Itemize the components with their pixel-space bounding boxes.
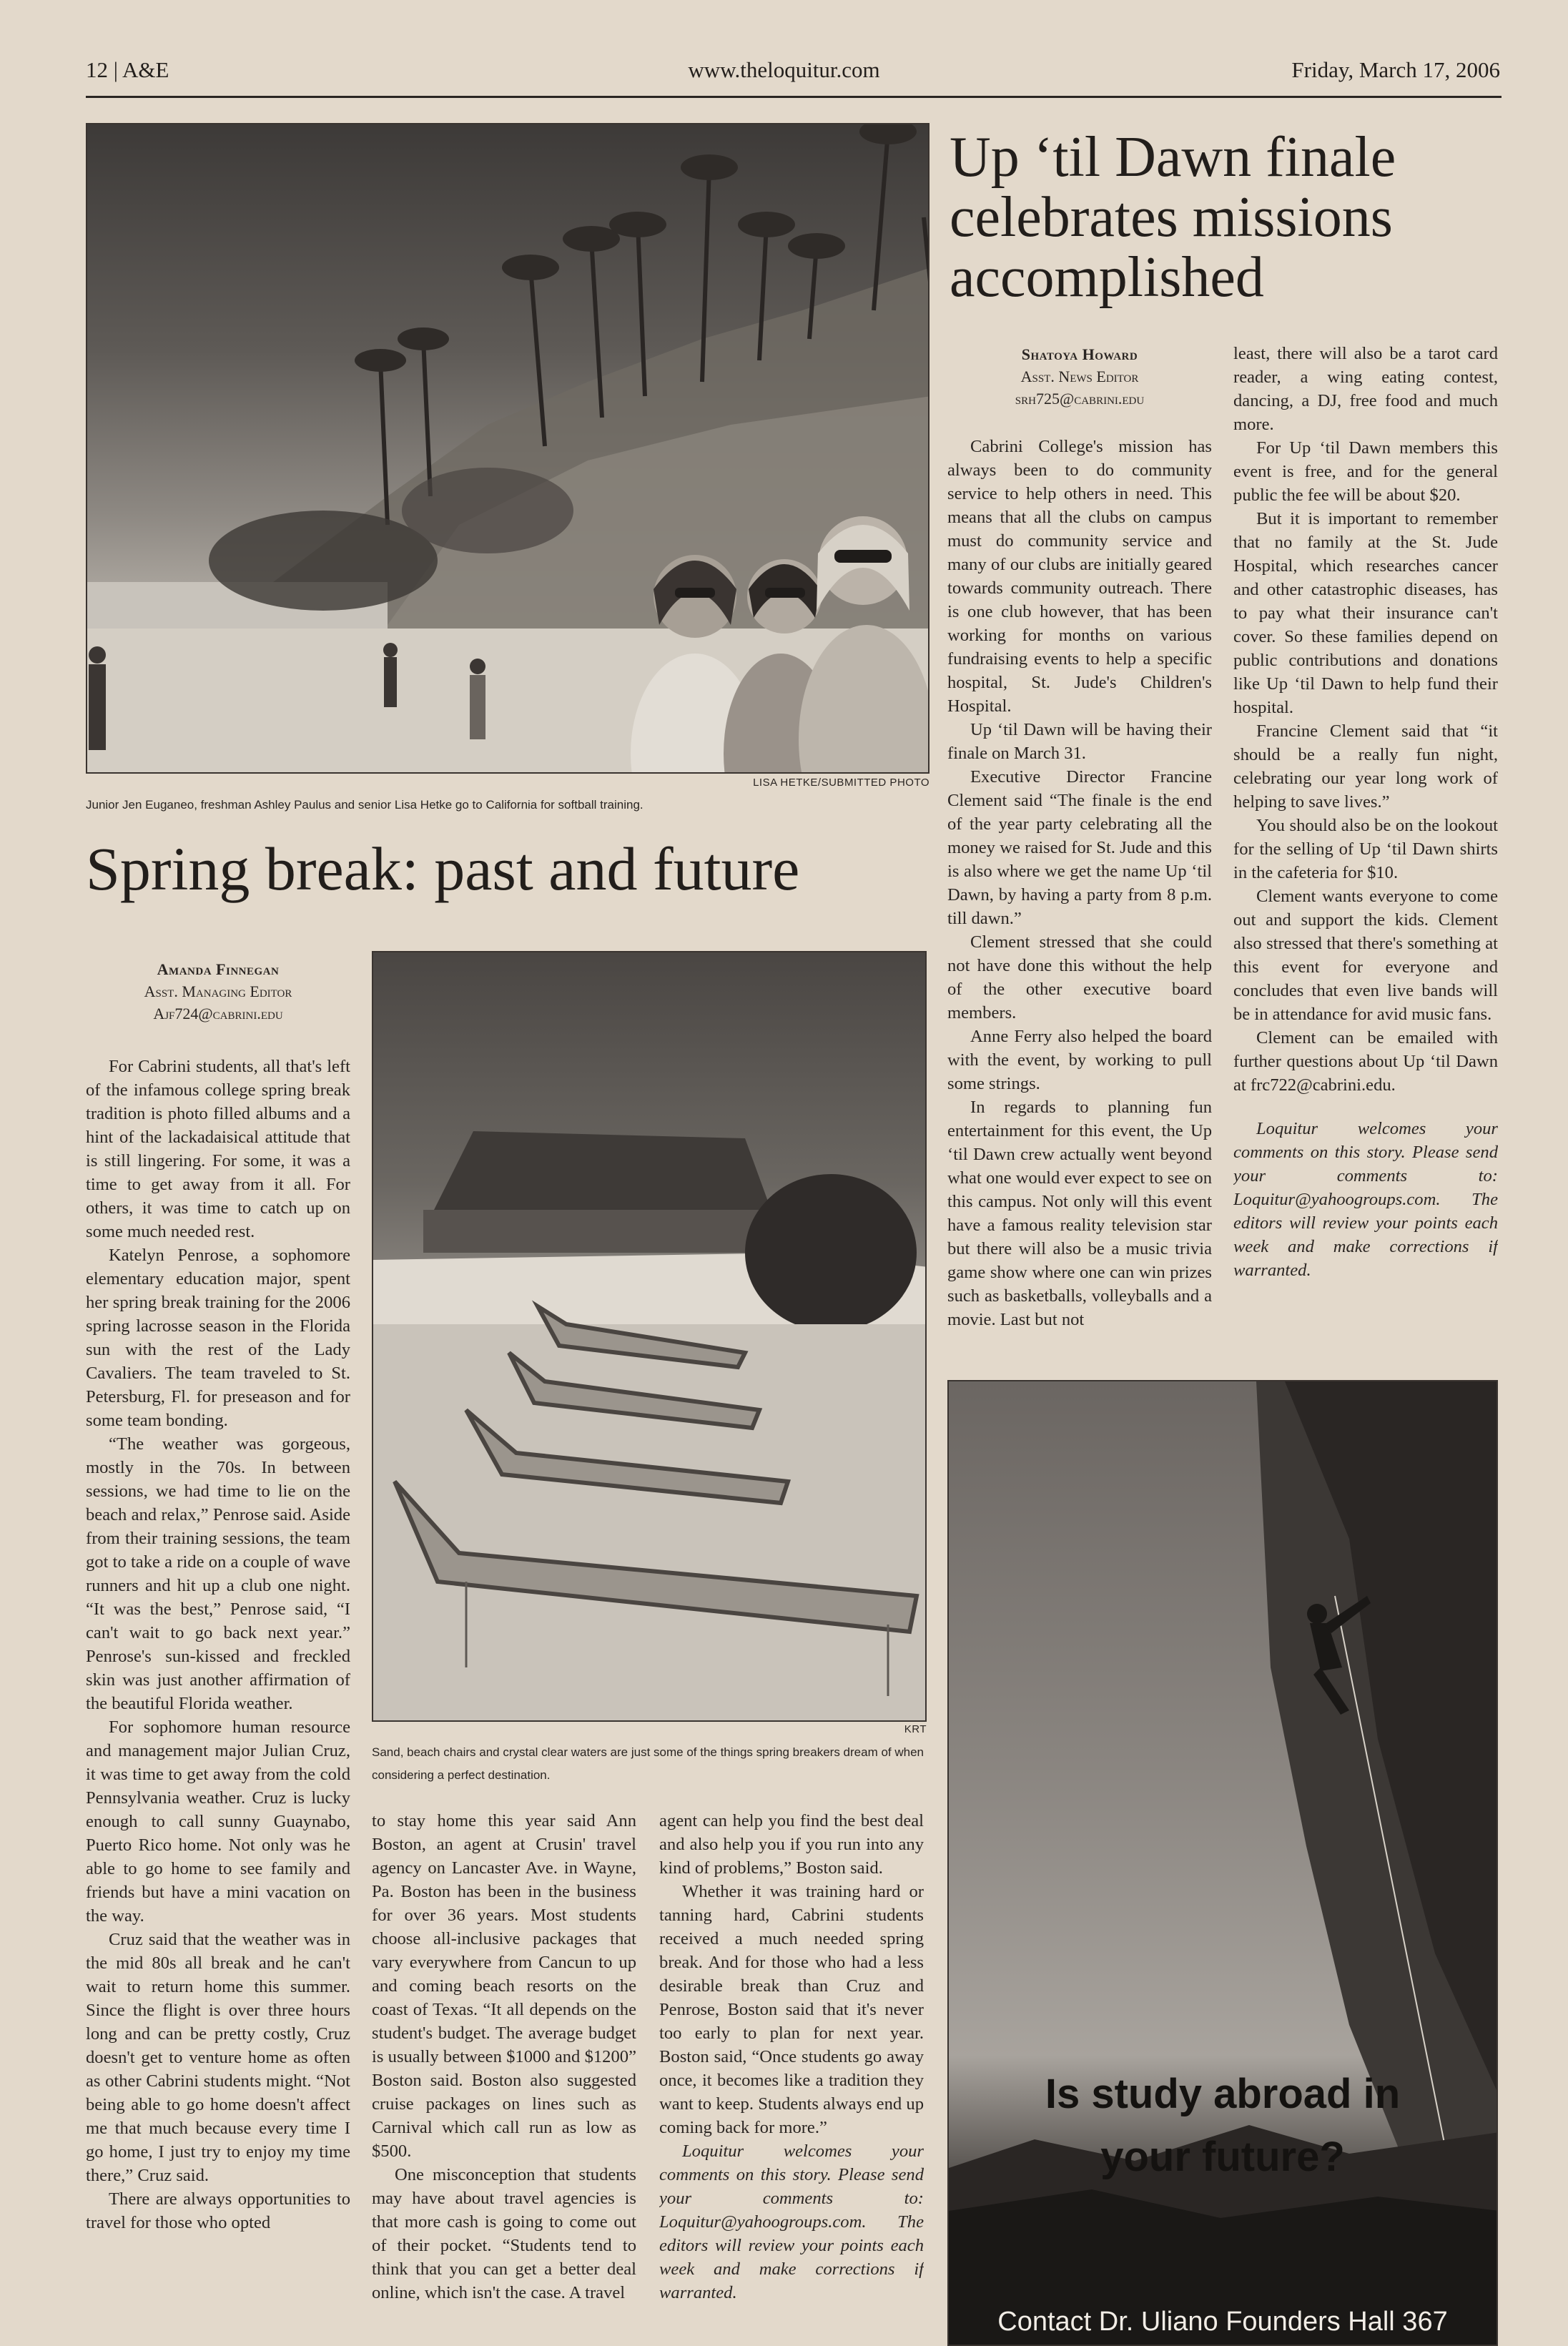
spring-break-headline: Spring break: past and future xyxy=(86,834,800,903)
comment-invitation: Loquitur welcomes your comments on this story. Please send your comments to: Loquitur@yahoogroups.com. The editors will review your points each week and make corrections if warranted. xyxy=(1233,1119,1498,1280)
spring-break-byline xyxy=(86,958,350,1025)
study-abroad-contact: Contact Dr. Uliano Founders Hall 367 xyxy=(997,2307,1448,2337)
page-section-label: 12 | A&E xyxy=(86,57,169,82)
study-abroad-ad xyxy=(947,1380,1498,2346)
paragraph: least, there will also be a tarot card reader, a wing eating contest, dancing, a DJ, free food and much more. xyxy=(1233,344,1498,434)
paragraph: Cruz said that the weather was in the mid 80s all break and he can't wait to return home this summer. Since the flight is over three hours long and can be pretty costly, Cruz doesn't get to venture home as often as other Cabrini students might. “Not being able to go home doesn't affect me that much because every time I go home, I just try to enjoy my time there,” Cruz said. xyxy=(86,1930,350,2185)
pool-photo-credit: KRT xyxy=(904,1723,927,1735)
pool-beach-chairs-photo xyxy=(372,951,927,1722)
author-name: Amanda Finnegan xyxy=(157,960,280,978)
spring-break-column-2 xyxy=(372,1809,636,2346)
comment-invitation: Loquitur welcomes your comments on this story. Please send your comments to: Loquitur@yahoogroups.com. The editors will review your points each week and make corrections if warranted. xyxy=(659,2142,924,2302)
paragraph: Clement stressed that she could not have done this without the help of the other executive board members. xyxy=(947,932,1212,1022)
paragraph: There are always opportunities to travel for those who opted xyxy=(86,2189,350,2232)
paragraph: One misconception that students may have about travel agencies is that more cash is going to come out of their pocket. “Students tend to think that you can get a better deal online, which isn't the case. A travel xyxy=(372,2165,636,2302)
paragraph: For Cabrini students, all that's left of the infamous college spring break tradition is photo filled albums and a hint of the lackadaisical attitude that is still lingering. For some, it was a time to get away from it all. For others, it was time to catch up on some much needed rest. xyxy=(86,1057,350,1241)
header-rule xyxy=(86,96,1502,98)
issue-date: Friday, March 17, 2006 xyxy=(1291,57,1500,82)
climber-illustration xyxy=(949,1381,1498,2346)
study-abroad-headline xyxy=(947,2063,1498,2189)
paragraph: For sophomore human resource and management major Julian Cruz, it was time to get away from the cold Pennsylvania weather. Cruz is lucky enough to call sunny Guaynabo, Puerto Rico home. Not only was he able to go home to see family and friends but have a mini vacation on the way. xyxy=(86,1717,350,1926)
author-email: srh725@cabrini.edu xyxy=(1015,390,1145,408)
beach-photo-caption: Junior Jen Euganeo, freshman Ashley Paulus and senior Lisa Hetke go to California for softball training. xyxy=(86,798,644,812)
paragraph: In regards to planning fun entertainment for this event, the Up ‘til Dawn crew actually went beyond what one would ever expect to see on this campus. Not only will this event have a famous reality television star but there will also be a music trivia game show where one can win prizes such as basketballs, volleyballs and a movie. Last but not xyxy=(947,1098,1212,1329)
dawn-column-2 xyxy=(1233,342,1498,1364)
author-name: Shatoya Howard xyxy=(1021,345,1138,363)
paragraph: “The weather was gorgeous, mostly in the 70s. In between sessions, we had time to lie on the beach and relax,” Penrose said. Aside from their training sessions, the team got to take a ride on a couple of wave runners and hit up a club one night. “It was the best,” Penrose said, “I can't wait to go back next year.” Penrose's sun-kissed and freckled skin was just another affirmation of the beautiful Florida weather. xyxy=(86,1434,350,1713)
spring-break-column-3 xyxy=(659,1809,924,2346)
beach-photo xyxy=(86,123,930,774)
beach-photo-credit: LISA HETKE/SUBMITTED PHOTO xyxy=(753,777,930,789)
ad-headline-line-1: Is study abroad in xyxy=(1045,2071,1401,2117)
paragraph: Katelyn Penrose, a sophomore elementary education major, spent her spring break training for the 2006 spring lacrosse season in the Florida sun with the rest of the Lady Cavaliers. The team traveled to St. Petersburg, Fl. for preseason and for some team bonding. xyxy=(86,1246,350,1430)
paragraph: Francine Clement said that “it should be a really fun night, celebrating our year long work of helping to save lives.” xyxy=(1233,721,1498,812)
website-url: www.theloquitur.com xyxy=(688,57,880,82)
paragraph: Cabrini College's mission has always been to do community service to help others in need. This means that all the clubs on campus must do community service and many of our clubs are initially geared towards community outreach. There is one club however, that has been working for months on various fundraising events to help a specific hospital, St. Jude's Children's Hospital. xyxy=(947,437,1212,716)
paragraph: Clement can be emailed with further questions about Up ‘til Dawn at frc722@cabrini.edu. xyxy=(1233,1028,1498,1095)
dawn-column-1 xyxy=(947,435,1212,1364)
paragraph: For Up ‘til Dawn members this event is free, and for the general public the fee will be about $20. xyxy=(1233,438,1498,505)
paragraph: Whether it was training hard or tanning hard, Cabrini students received a much needed spring break. And for those who had a less desirable break than Cruz and Penrose, Boston said that it's never too early to plan for next year. Boston said, “Once students go away once, it becomes like a tradition they want to keep. Students always end up coming back for more.” xyxy=(659,1882,924,2137)
paragraph: Clement wants everyone to come out and support the kids. Clement also stressed that there's something at this event for everyone and concludes that even live bands will be in attendance for avid music fans. xyxy=(1233,887,1498,1024)
pool-photo-caption: Sand, beach chairs and crystal clear waters are just some of the things spring breakers dream of when considering a perfect destination. xyxy=(372,1745,924,1782)
paragraph: Up ‘til Dawn will be having their finale on March 31. xyxy=(947,720,1212,763)
paragraph: But it is important to remember that no family at the St. Jude Hospital, which researches cancer and other catastrophic diseases, has to pay what their insurance can't cover. So these families depend on public contributions and donations like Up ‘til Dawn to help fund their hospital. xyxy=(1233,509,1498,717)
spring-break-column-1 xyxy=(86,1055,350,2346)
paragraph: agent can help you find the best deal and also help you if you run into any kind of problems,” Boston said. xyxy=(659,1811,924,1878)
paragraph: to stay home this year said Ann Boston, an agent at Crusin' travel agency on Lancaster Ave. in Wayne, Pa. Boston has been in the business for over 36 years. Most students choose all-inclusive packages that vary everywhere from Cancun to up and coming beach resorts on the coast of Texas. “It all depends on the student's budget. The average budget is usually between $1000 and $1200” Boston said. Boston also suggested cruise packages on lines such as Carnival which call run as low as $500. xyxy=(372,1811,636,2161)
paragraph: Anne Ferry also helped the board with the event, by working to pull some strings. xyxy=(947,1027,1212,1093)
dawn-headline: Up ‘til Dawn finale celebrates missions accomplished xyxy=(950,126,1396,309)
author-title: Asst. News Editor xyxy=(1020,368,1139,385)
ad-headline-line-2: your future? xyxy=(1100,2134,1345,2180)
author-email: Ajf724@cabrini.edu xyxy=(153,1005,283,1022)
paragraph: You should also be on the lookout for the selling of Up ‘til Dawn shirts in the cafeteria for $10. xyxy=(1233,816,1498,882)
dawn-byline xyxy=(947,343,1212,410)
author-title: Asst. Managing Editor xyxy=(144,982,292,1000)
paragraph: Executive Director Francine Clement said “The finale is the end of the year party celebrating all the money we raised for St. Jude and this is also where we get the name Up ‘til Dawn, by having a party from 8 p.m. till dawn.” xyxy=(947,767,1212,928)
